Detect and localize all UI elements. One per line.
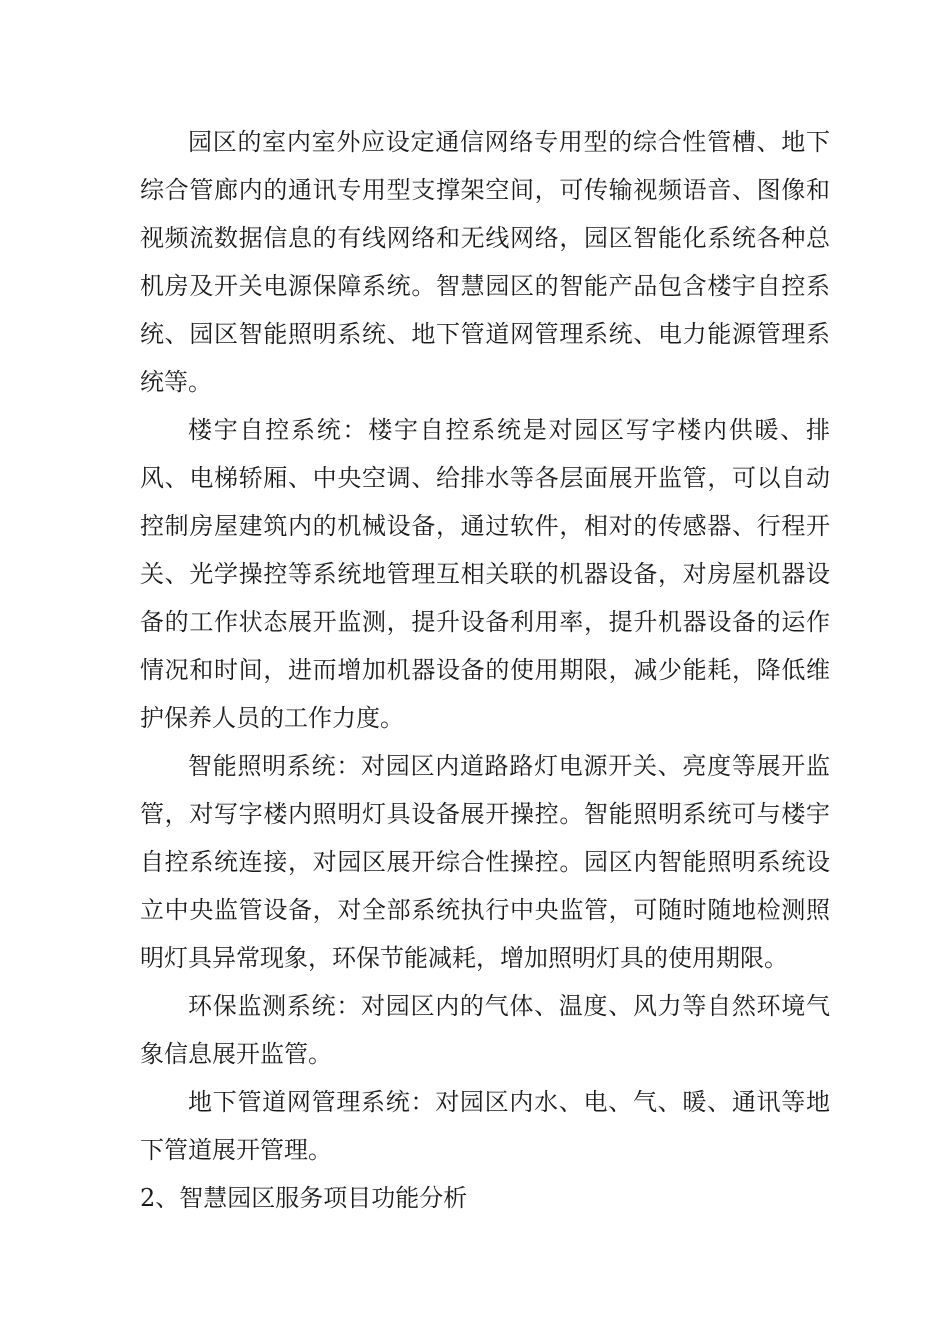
paragraph-underground-pipeline: 地下管道网管理系统：对园区内水、电、气、暖、通讯等地下管道展开管理。	[140, 1088, 830, 1164]
section-heading: 2、智慧园区服务项目功能分析	[140, 1184, 468, 1212]
document-body	[140, 118, 830, 1222]
paragraph-environment-monitoring: 环保监测系统：对园区内的气体、温度、风力等自然环境气象信息展开监管。	[140, 992, 830, 1068]
paragraph-smart-lighting: 智能照明系统：对园区内道路路灯电源开关、亮度等展开监管，对写字楼内照明灯具设备展开操控。智能照明系统可与楼宇自控系统连接，对园区展开综合性操控。园区内智能照明系统设立中央监管设备，对全部系统执行中央监管，可随时随地检测照明灯具异常现象，环保节能减耗，增加照明灯具的使用期限。	[140, 752, 830, 972]
paragraph-network-infrastructure: 园区的室内室外应设定通信网络专用型的综合性管槽、地下综合管廊内的通讯专用型支撑架空间，可传输视频语音、图像和视频流数据信息的有线网络和无线网络，园区智能化系统各种总机房及开关电源保障系统。智慧园区的智能产品包含楼宇自控系统、园区智能照明系统、地下管道网管理系统、电力能源管理系统等。	[140, 128, 830, 396]
paragraph-building-automation: 楼宇自控系统：楼宇自控系统是对园区写字楼内供暖、排风、电梯轿厢、中央空调、给排水等各层面展开监管，可以自动控制房屋建筑内的机械设备，通过软件，相对的传感器、行程开关、光学操控等系统地管理互相关联的机器设备，对房屋机器设备的工作状态展开监测，提升设备利用率，提升机器设备的运作情况和时间，进而增加机器设备的使用期限，减少能耗，降低维护保养人员的工作力度。	[140, 416, 830, 732]
